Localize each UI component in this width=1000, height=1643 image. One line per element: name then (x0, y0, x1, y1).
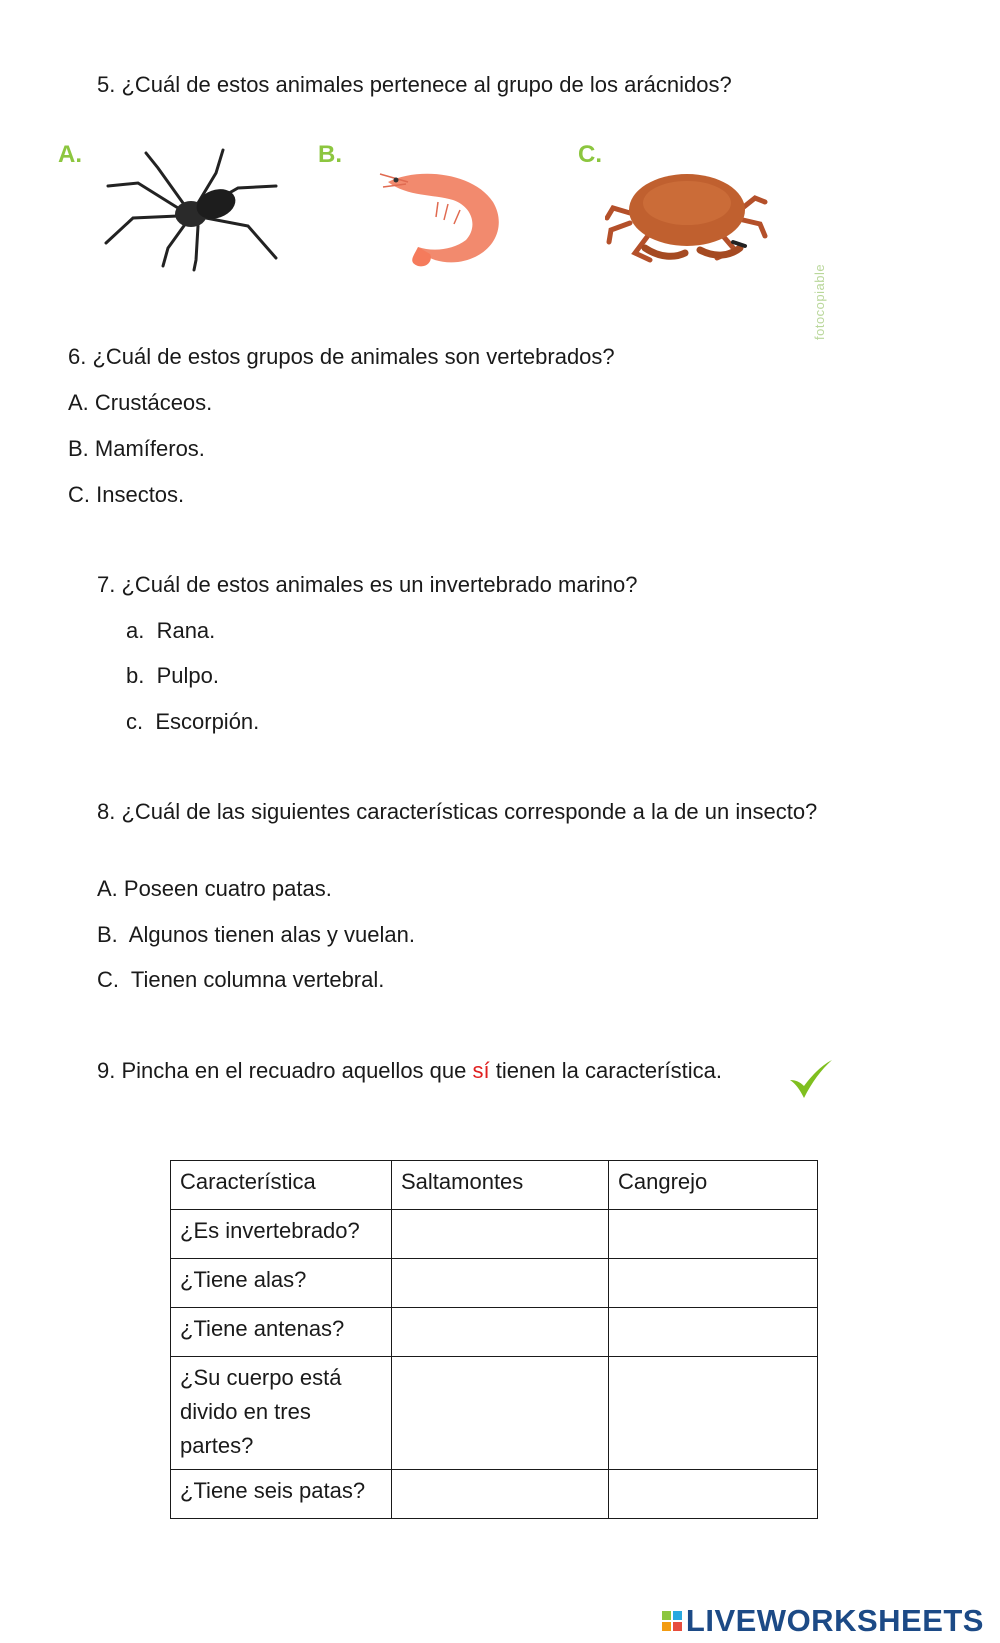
checkbox-cell-saltamontes[interactable] (392, 1470, 609, 1519)
row-label: ¿Tiene antenas? (171, 1308, 392, 1357)
row-label: ¿Tiene alas? (171, 1259, 392, 1308)
table-header-cell: Cangrejo (609, 1161, 818, 1210)
q7-option-c[interactable]: c. Escorpión. (126, 709, 260, 734)
question-9 (97, 1058, 722, 1084)
brand-name: LIVEWORKSHEETS (685, 1603, 984, 1638)
crab-icon[interactable] (605, 158, 770, 268)
table-row (171, 1210, 818, 1259)
checkbox-cell-saltamontes[interactable] (392, 1259, 609, 1308)
q6-option-b[interactable]: B. Mamíferos. (68, 436, 205, 461)
option-b-letter: B. (318, 141, 342, 168)
table-header-row (171, 1161, 818, 1210)
q9-text-before: 9. Pincha en el recuadro aquellos que (97, 1058, 473, 1083)
row-label: ¿Es invertebrado? (171, 1210, 392, 1259)
checkbox-cell-saltamontes[interactable] (392, 1357, 609, 1470)
q8-option-a[interactable]: A. Poseen cuatro patas. (97, 876, 332, 901)
checkbox-cell-cangrejo[interactable] (609, 1210, 818, 1259)
checkbox-cell-saltamontes[interactable] (392, 1210, 609, 1259)
option-c-letter: C. (578, 141, 602, 168)
table-header-cell: Saltamontes (392, 1161, 609, 1210)
question-7: 7. ¿Cuál de estos animales es un invertebrado marino? (97, 572, 638, 597)
checkbox-cell-cangrejo[interactable] (609, 1308, 818, 1357)
checkbox-cell-cangrejo[interactable] (609, 1357, 818, 1470)
question-6: 6. ¿Cuál de estos grupos de animales son vertebrados? (68, 344, 615, 369)
table-row (171, 1308, 818, 1357)
checkbox-cell-saltamontes[interactable] (392, 1308, 609, 1357)
option-a-letter: A. (58, 141, 82, 168)
row-label: ¿Su cuerpo está divido en tres partes? (171, 1357, 392, 1470)
shrimp-icon[interactable] (378, 162, 513, 272)
q6-option-a[interactable]: A. Crustáceos. (68, 390, 213, 415)
q9-text-after: tienen la característica. (489, 1058, 722, 1083)
table-row (171, 1259, 818, 1308)
q6-option-c[interactable]: C. Insectos. (68, 482, 185, 507)
q7-option-a[interactable]: a. Rana. (126, 618, 216, 643)
characteristics-table (170, 1160, 818, 1519)
checkbox-cell-cangrejo[interactable] (609, 1259, 818, 1308)
q8-option-b[interactable]: B. Algunos tienen alas y vuelan. (97, 922, 415, 947)
question-5: 5. ¿Cuál de estos animales pertenece al grupo de los arácnidos? (97, 72, 732, 97)
checkbox-cell-cangrejo[interactable] (609, 1470, 818, 1519)
row-label: ¿Tiene seis patas? (171, 1470, 392, 1519)
watermark-text: fotocopiable (812, 263, 827, 340)
q8-option-c[interactable]: C. Tienen columna vertebral. (97, 967, 385, 992)
q7-option-b[interactable]: b. Pulpo. (126, 663, 219, 688)
table-row (171, 1357, 818, 1470)
table-header-cell: Característica (171, 1161, 392, 1210)
spider-icon[interactable] (98, 148, 283, 273)
q9-highlight: sí (472, 1058, 490, 1083)
liveworksheets-logo[interactable] (662, 1603, 984, 1639)
table-row (171, 1470, 818, 1519)
question-8: 8. ¿Cuál de las siguientes características corresponde a la de un insecto? (97, 799, 818, 824)
logo-grid-icon (662, 1611, 682, 1631)
checkmark-icon (788, 1058, 834, 1100)
